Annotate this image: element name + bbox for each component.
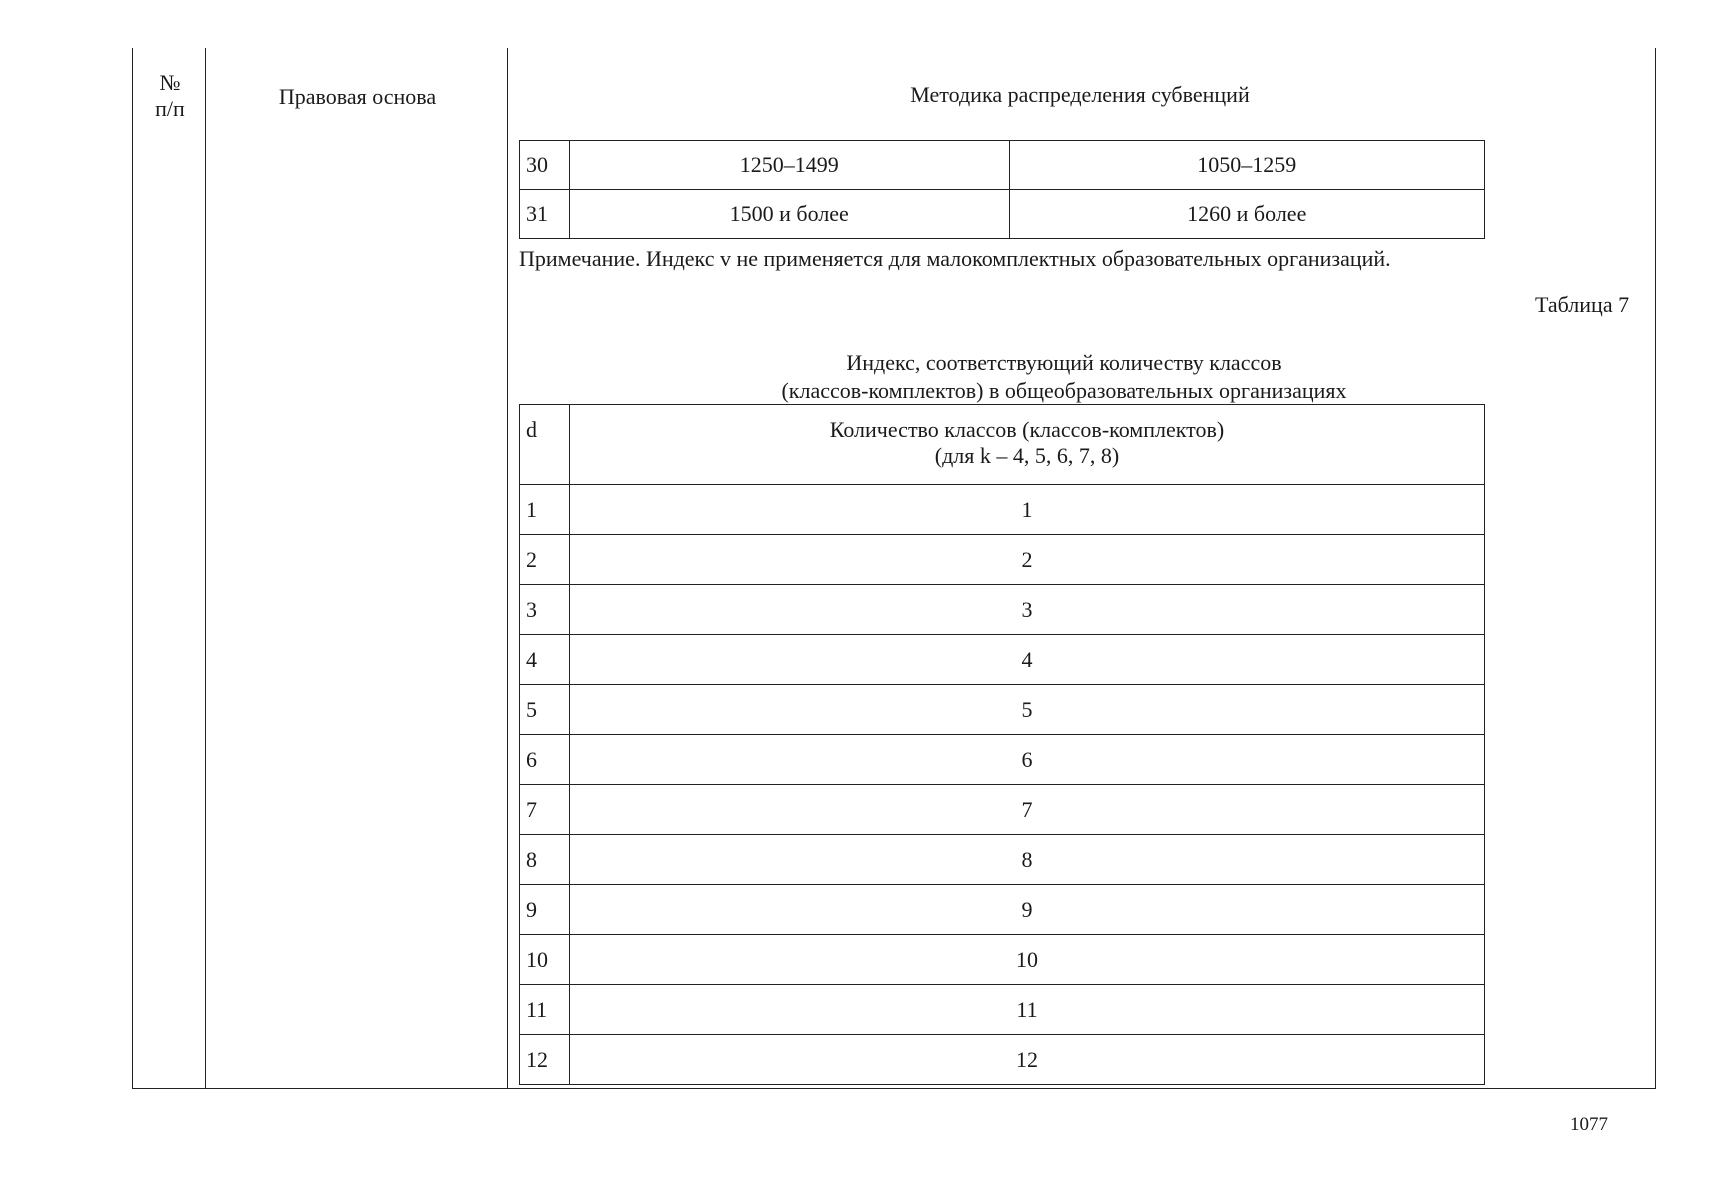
d-value: 7 (520, 785, 570, 835)
header-methodology: Методика распределения субвенций (910, 82, 1250, 107)
header-number-symbol: № (159, 70, 181, 95)
frame-col1-line (205, 48, 206, 1088)
header-class-count-line2: (для k – 4, 5, 6, 7, 8) (934, 443, 1120, 468)
table-row (520, 785, 1485, 835)
index-value: 3 (569, 585, 1484, 635)
d-value: 2 (520, 535, 570, 585)
table-row (520, 835, 1485, 885)
table-row (520, 685, 1485, 735)
index-value: 5 (569, 685, 1484, 735)
d-value: 4 (520, 635, 570, 685)
header-class-count (569, 405, 1484, 485)
d-value: 1 (520, 485, 570, 535)
d-value: 12 (520, 1035, 570, 1085)
table-row (520, 141, 1485, 190)
table-row (520, 735, 1485, 785)
d-value: 3 (520, 585, 570, 635)
d-value: 6 (520, 735, 570, 785)
header-d: d (520, 405, 570, 485)
row-number: 31 (520, 190, 570, 239)
table-row (520, 585, 1485, 635)
table-title-line1: Индекс, соответствующий количеству классов (846, 350, 1282, 375)
frame-bottom-line (132, 1088, 1656, 1089)
index-value: 12 (569, 1035, 1484, 1085)
index-value: 9 (569, 885, 1484, 935)
header-legal-basis: Правовая основа (278, 84, 437, 109)
table-row (520, 635, 1485, 685)
index-value: 11 (569, 985, 1484, 1035)
table-row (520, 885, 1485, 935)
table-header-row (520, 405, 1485, 485)
d-value: 9 (520, 885, 570, 935)
d-value: 5 (520, 685, 570, 735)
frame-col2-line (507, 48, 508, 1088)
range-value: 1050–1259 (1009, 141, 1485, 190)
range-value: 1250–1499 (569, 141, 1009, 190)
table-row (520, 190, 1485, 239)
class-index-table (519, 404, 1485, 1085)
index-value: 8 (569, 835, 1484, 885)
frame-left-line (132, 48, 133, 1088)
d-value: 11 (520, 985, 570, 1035)
table-row (520, 935, 1485, 985)
table-row (520, 535, 1485, 585)
index-value: 7 (569, 785, 1484, 835)
range-value: 1500 и более (569, 190, 1009, 239)
table-title-line2: (классов-комплектов) в общеобразовательных организациях (781, 378, 1347, 403)
index-value: 6 (569, 735, 1484, 785)
index-value: 1 (569, 485, 1484, 535)
row-number: 30 (520, 141, 570, 190)
d-value: 10 (520, 935, 570, 985)
index-value: 2 (569, 535, 1484, 585)
frame-right-line (1655, 48, 1656, 1088)
table-row (520, 985, 1485, 1035)
range-value: 1260 и более (1009, 190, 1485, 239)
table-row (520, 485, 1485, 535)
table-label: Таблица 7 (1535, 292, 1630, 317)
index-value: 4 (569, 635, 1484, 685)
header-class-count-line1: Количество классов (классов-комплектов) (829, 417, 1225, 442)
index-value: 10 (569, 935, 1484, 985)
note-text: Примечание. Индекс v не применяется для малокомплектных образовательных организаций. (519, 246, 1391, 271)
table-row (520, 1035, 1485, 1085)
page-number: 1077 (1570, 1114, 1608, 1135)
header-number-label: п/п (155, 96, 185, 121)
top-range-table (519, 140, 1485, 239)
d-value: 8 (520, 835, 570, 885)
